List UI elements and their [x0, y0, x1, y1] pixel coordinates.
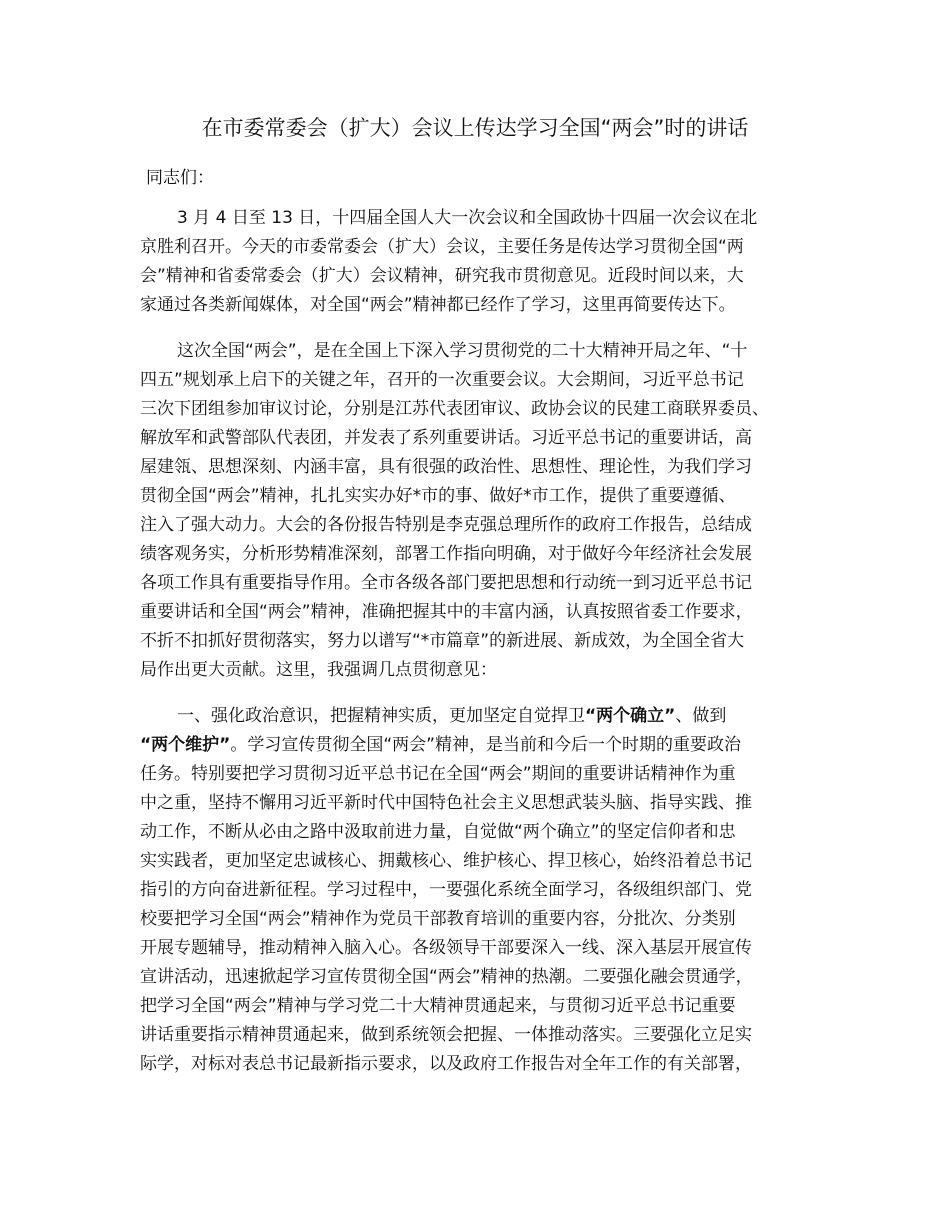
- text-run: 。学习宣传贯彻全国“两会”精神，是当前和今后一个时期的重要政治: [230, 735, 741, 755]
- text-line: 不折不扣抓好贯彻落实，努力以谱写“*市篇章”的新进展、新成效，为全国全省大: [140, 631, 745, 651]
- text-run: 一、强化政治意识，把握精神实质，更加坚定自觉捍卫: [177, 706, 585, 726]
- bold-phrase: “两个维护”: [140, 735, 231, 755]
- text-line: 这次全国“两会”，是在全国上下深入学习贯彻党的二十大精神开局之年、“十: [177, 341, 748, 361]
- text-line: 讲话重要指示精神贯通起来，做到系统领会把握、一体推动落实。三要强化立足实: [140, 1025, 752, 1045]
- text-run: 、做到: [675, 706, 727, 726]
- text-line: 绩客观务实，分析形势精准深刻，部署工作指向明确，对于做好今年经济社会发展: [140, 544, 752, 564]
- text-line: 把学习全国“两会”精神与学习党二十大精神贯通起来，与贯彻习近平总书记重要: [140, 996, 736, 1016]
- text-line: 中之重，坚持不懈用习近平新时代中国特色社会主义思想武装头脑、指导实践、推: [140, 793, 752, 813]
- text-line: 四五”规划承上启下的关键之年，召开的一次重要会议。大会期间，习近平总书记: [140, 370, 744, 390]
- text-line: [177, 703, 726, 729]
- text-line: [140, 732, 741, 758]
- text-line: 指引的方向奋进新征程。学习过程中，一要强化系统全面学习，各级组织部门、党: [140, 880, 752, 900]
- text-line: 任务。特别要把学习贯彻习近平总书记在全国“两会”期间的重要讲话精神作为重: [140, 764, 736, 784]
- text-line: 三次下团组参加审议讨论，分别是江苏代表团审议、政协会议的民建工商联界委员、: [140, 399, 769, 419]
- text-line: 屋建瓴、思想深刻、内涵丰富，具有很强的政治性、思想性、理论性，为我们学习: [140, 457, 752, 477]
- bold-phrase: “两个确立”: [585, 706, 676, 726]
- text-line: 解放军和武警部队代表团，并发表了系列重要讲话。习近平总书记的重要讲话，高: [140, 428, 752, 448]
- text-line: 实实践者，更加坚定忠诚核心、拥戴核心、维护核心、捍卫核心，始终沿着总书记: [140, 851, 752, 871]
- text-line: 校要把学习全国“两会”精神作为党员干部教育培训的重要内容，分批次、分类别: [140, 909, 736, 929]
- text-line: 各项工作具有重要指导作用。全市各级各部门要把思想和行动统一到习近平总书记: [140, 573, 752, 593]
- text-line: 京胜利召开。今天的市委常委会（扩大）会议，主要任务是传达学习贯彻全国“两: [140, 237, 744, 257]
- text-line: 宣讲活动，迅速掀起学习宣传贯彻全国“两会”精神的热潮。二要强化融会贯通学，: [140, 967, 753, 987]
- text-line: 贯彻全国“两会”精神，扎扎实实办好*市的事、做好*市工作，提供了重要遵循、: [140, 486, 736, 506]
- text-line: 3 月 4 日至 13 日，十四届全国人大一次会议和全国政协十四届一次会议在北: [177, 208, 758, 228]
- text-line: 重要讲话和全国“两会”精神，准确把握其中的丰富内涵，认真按照省委工作要求，: [140, 602, 753, 622]
- page-title: 在市委常委会（扩大）会议上传达学习全国“两会”时的讲话: [201, 116, 749, 140]
- text-line: 会”精神和省委常委会（扩大）会议精神，研究我市贯彻意见。近段时间以来，大: [140, 266, 744, 286]
- text-line: 局作出更大贡献。这里，我强调几点贯彻意见：: [140, 660, 497, 680]
- salutation: 同志们：: [146, 168, 214, 188]
- text-line: 注入了强大动力。大会的各份报告特别是李克强总理所作的政府工作报告，总结成: [140, 515, 752, 535]
- text-line: 开展专题辅导，推动精神入脑入心。各级领导干部要深入一线、深入基层开展宣传: [140, 938, 752, 958]
- text-line: 际学，对标对表总书记最新指示要求，以及政府工作报告对全年工作的有关部署，: [140, 1054, 752, 1074]
- text-line: 家通过各类新闻媒体，对全国“两会”精神都已经作了学习，这里再简要传达下。: [140, 295, 736, 315]
- text-line: 动工作，不断从必由之路中汲取前进力量，自觉做“两个确立”的坚定信仰者和忠: [140, 822, 736, 842]
